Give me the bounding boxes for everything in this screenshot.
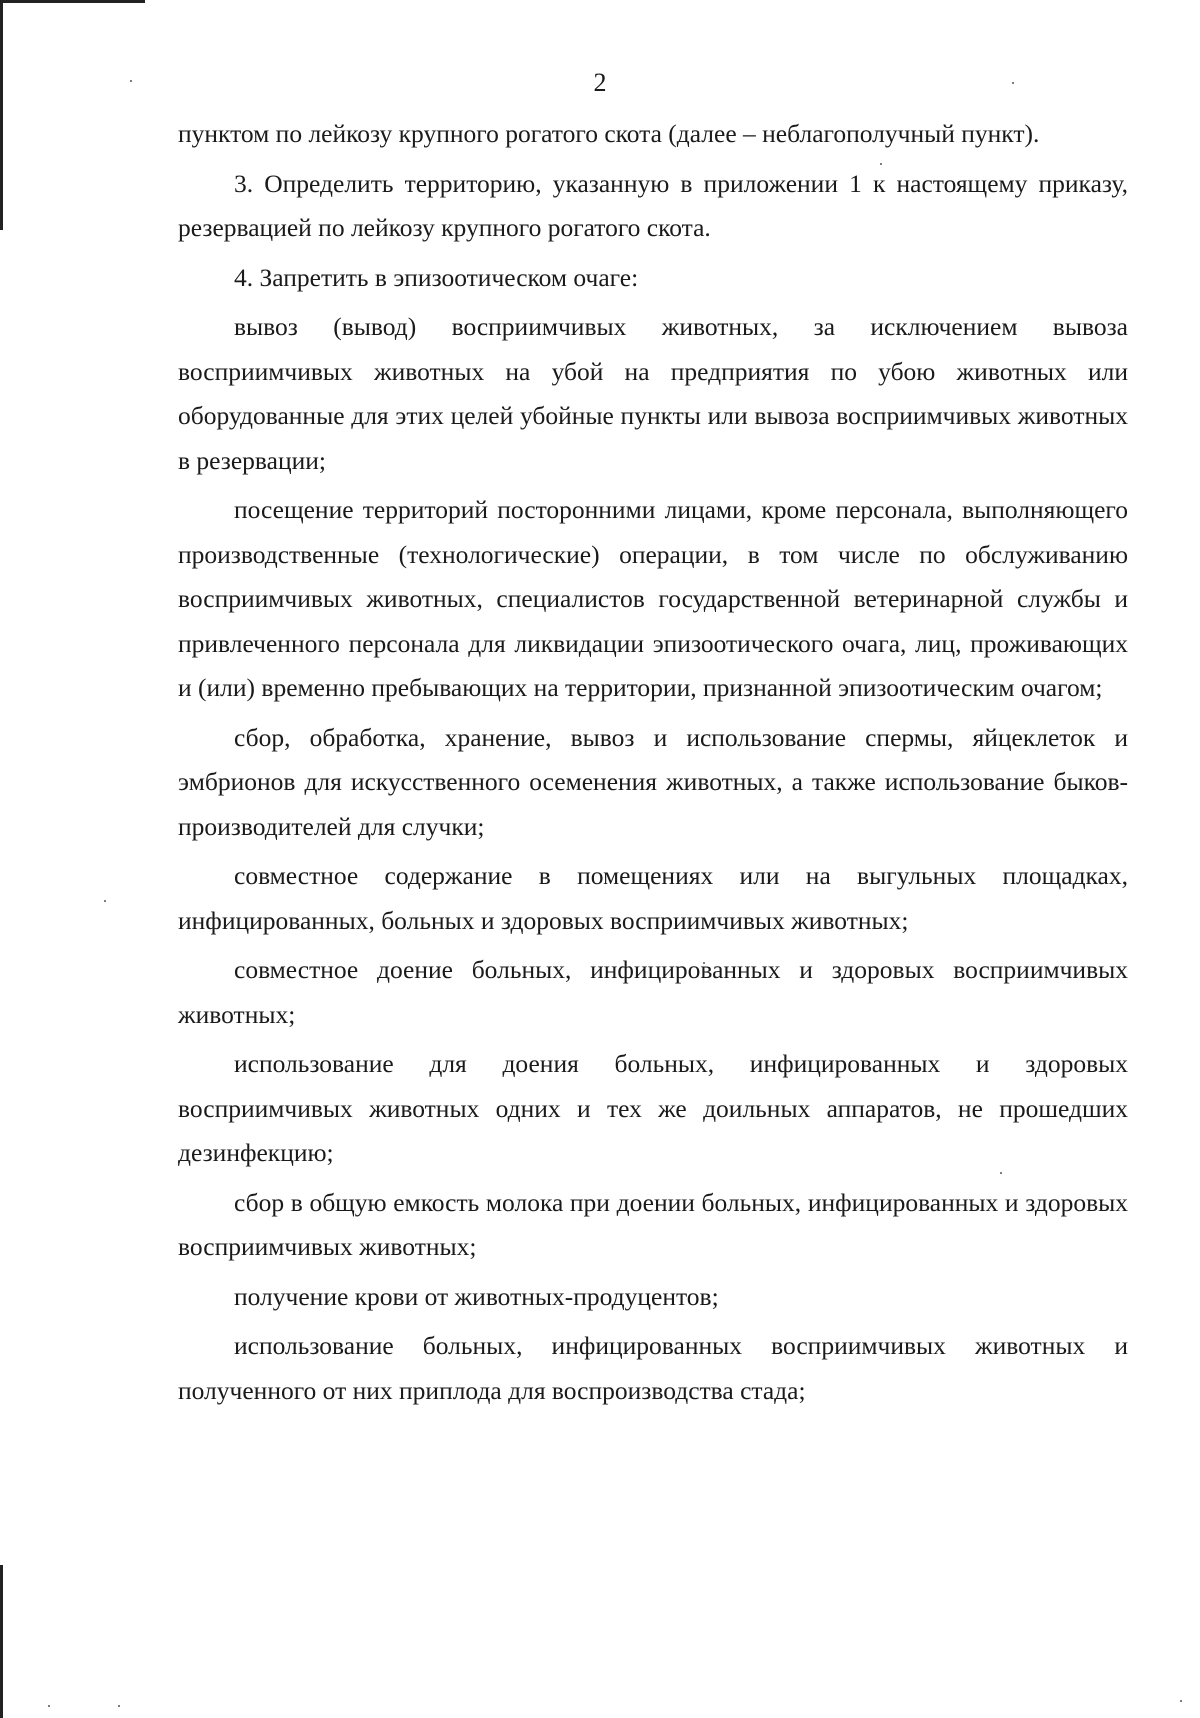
paragraph-prohibition: вывоз (вывод) восприимчивых животных, за исключением вывоза восприимчивых животных на убой на предприятия по убою животных или оборудованные для этих целей убойные пункты или вывоза восприимчивых животных в резервации; [178, 312, 1128, 475]
paragraph-prohibition: посещение территорий посторонними лицами, кроме персонала, выполняющего производственные (технологические) операции, в том числе по обслуживанию восприимчивых животных, специалистов государственной ветеринарной службы и привлеченного персонала для ликвидации эпизоотического очага, лиц, проживающих и (или) временно пребывающих на территории, признанной эпизоотическим очагом; [178, 495, 1128, 702]
page-number: 2 [593, 68, 607, 97]
paragraph-continuation: пунктом по лейкозу крупного рогатого скота (далее – неблагополучный пункт). [178, 119, 1040, 148]
scan-edge-top [0, 0, 145, 3]
paragraph-prohibition: сбор в общую емкость молока при доении больных, инфицированных и здоровых восприимчивых животных; [178, 1187, 1128, 1261]
scan-speck [1180, 1700, 1182, 1702]
document-body [178, 112, 1128, 1418]
scan-speck [104, 900, 106, 902]
scan-speck [48, 1705, 50, 1707]
paragraph-prohibition: сбор, обработка, хранение, вывоз и использование спермы, яйцеклеток и эмбрионов для искусственного осеменения животных, а также использование быков-производителей для случки; [178, 722, 1128, 841]
scan-edge-left-bottom [0, 1565, 3, 1718]
paragraph-item-4: 4. Запретить в эпизоотическом очаге: [234, 262, 639, 292]
paragraph-prohibition: использование для доения больных, инфицированных и здоровых восприимчивых животных одних и тех же доильных аппаратов, не прошедших дезинфекцию; [178, 1049, 1128, 1167]
scan-speck [118, 1705, 120, 1707]
paragraph-prohibition: совместное доение больных, инфицированных и здоровых восприимчивых животных; [178, 955, 1128, 1029]
paragraph-item-3: 3. Определить территорию, указанную в приложении 1 к настоящему приказу, резервацией по лейкозу крупного рогатого скота. [178, 168, 1128, 242]
scan-edge-left [0, 0, 3, 230]
paragraph-prohibition: использование больных, инфицированных восприимчивых животных и полученного от них приплода для воспроизводства стада; [178, 1331, 1128, 1405]
paragraph-prohibition: получение крови от животных-продуцентов; [234, 1281, 719, 1311]
paragraph-prohibition: совместное содержание в помещениях или на выгульных площадках, инфицированных, больных и здоровых восприимчивых животных; [178, 861, 1128, 935]
